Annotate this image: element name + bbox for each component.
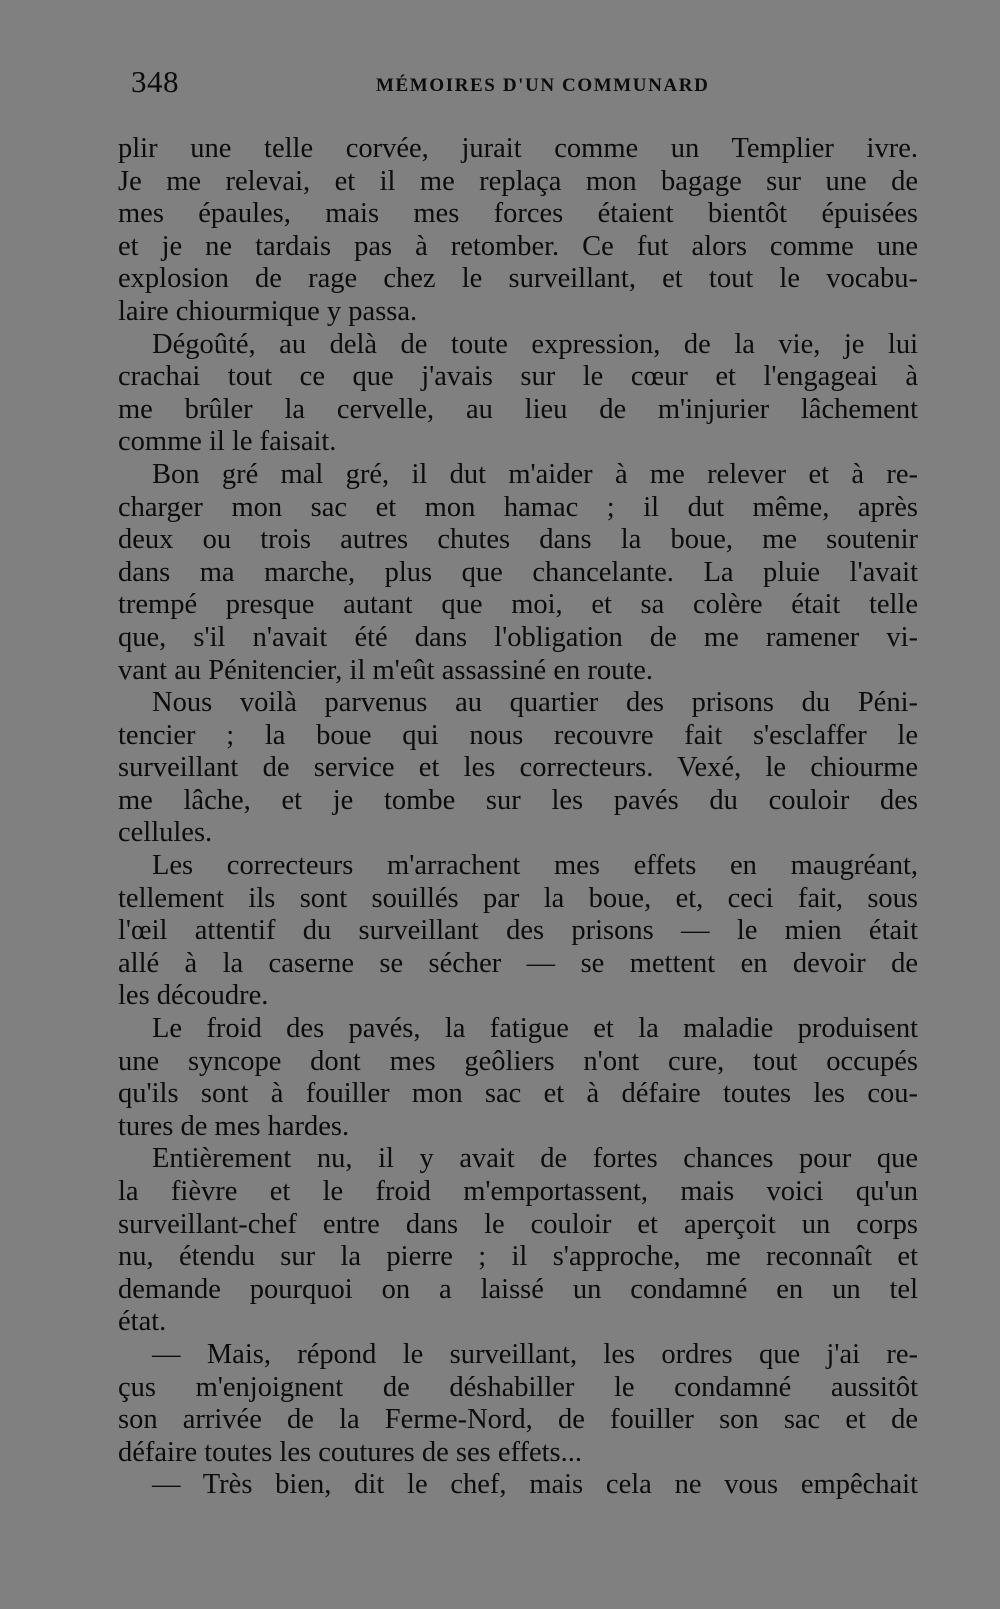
text-line: comme il le faisait.	[118, 426, 337, 458]
text-line: surveillant-chef entre dans le couloir et aperçoit un corps	[118, 1208, 918, 1240]
text-line: Dégoûté, au delà de toute expression, de la vie, je lui	[152, 328, 918, 360]
text-line: l'œil attentif du surveillant des prisons — le mien était	[118, 915, 918, 947]
text-line: tellement ils sont souillés par la boue, et, ceci fait, sous	[118, 882, 918, 914]
text-line: que, s'il n'avait été dans l'obligation de me ramener vi-	[118, 621, 918, 653]
body-text	[118, 133, 918, 1502]
page-number: 348	[131, 64, 179, 99]
text-line: dans ma marche, plus que chancelante. La pluie l'avait	[118, 556, 918, 588]
text-line: mes épaules, mais mes forces étaient bientôt épuisées	[118, 198, 918, 230]
text-line: demande pourquoi on a laissé un condamné en un tel	[118, 1273, 918, 1305]
text-line: Nous voilà parvenus au quartier des prisons du Péni-	[152, 687, 918, 719]
text-line: la fièvre et le froid m'emportassent, mais voici qu'un	[118, 1176, 918, 1207]
text-line: Je me relevai, et il me replaça mon bagage sur une de	[118, 165, 918, 197]
running-title: MÉMOIRES D'UN COMMUNARD	[376, 75, 710, 96]
text-line: état.	[118, 1306, 167, 1338]
text-line: vant au Pénitencier, il m'eût assassiné en route.	[118, 654, 654, 686]
text-line: allé à la caserne se sécher — se mettent en devoir de	[118, 947, 918, 979]
text-line: cellules.	[118, 817, 213, 849]
text-line: Bon gré mal gré, il dut m'aider à me relever et à re-	[152, 458, 918, 490]
text-line: — Très bien, dit le chef, mais cela ne vous empêchait	[152, 1469, 918, 1501]
text-line: Les correcteurs m'arrachent mes effets en maugréant,	[152, 850, 918, 882]
text-line: plir une telle corvée, jurait comme un Templier ivre.	[118, 133, 918, 164]
text-line: crachai tout ce que j'avais sur le cœur et l'engageai à	[118, 361, 918, 393]
text-line: qu'ils sont à fouiller mon sac et à défaire toutes les cou-	[118, 1078, 918, 1110]
text-line: défaire toutes les coutures de ses effets...	[118, 1436, 583, 1468]
text-line: explosion de rage chez le surveillant, et tout le vocabu-	[118, 263, 918, 295]
text-line: nu, étendu sur la pierre ; il s'approche, me reconnaît et	[118, 1241, 918, 1273]
text-line: tencier ; la boue qui nous recouvre fait s'esclaffer le	[118, 719, 918, 751]
text-line: et je ne tardais pas à retomber. Ce fut alors comme une	[118, 230, 918, 262]
text-line: une syncope dont mes geôliers n'ont cure, tout occupés	[118, 1045, 918, 1077]
text-line: deux ou trois autres chutes dans la boue, me soutenir	[118, 524, 918, 556]
text-line: çus m'enjoignent de déshabiller le condamné aussitôt	[118, 1371, 918, 1403]
text-line: son arrivée de la Ferme-Nord, de fouiller son sac et de	[118, 1404, 918, 1436]
text-line: surveillant de service et les correcteurs. Vexé, le chiourme	[118, 752, 918, 784]
text-line: Le froid des pavés, la fatigue et la maladie produisent	[152, 1013, 918, 1045]
text-line: me brûler la cervelle, au lieu de m'injurier lâchement	[118, 393, 918, 425]
text-line: charger mon sac et mon hamac ; il dut même, après	[118, 491, 918, 523]
text-line: trempé presque autant que moi, et sa colère était telle	[118, 589, 918, 621]
text-line: Entièrement nu, il y avait de fortes chances pour que	[152, 1143, 918, 1175]
text-line: laire chiourmique y passa.	[118, 295, 418, 327]
text-line: — Mais, répond le surveillant, les ordres que j'ai re-	[152, 1338, 918, 1370]
text-line: tures de mes hardes.	[118, 1110, 350, 1142]
text-line: les découdre.	[118, 980, 269, 1012]
text-line: me lâche, et je tombe sur les pavés du couloir des	[118, 784, 918, 816]
